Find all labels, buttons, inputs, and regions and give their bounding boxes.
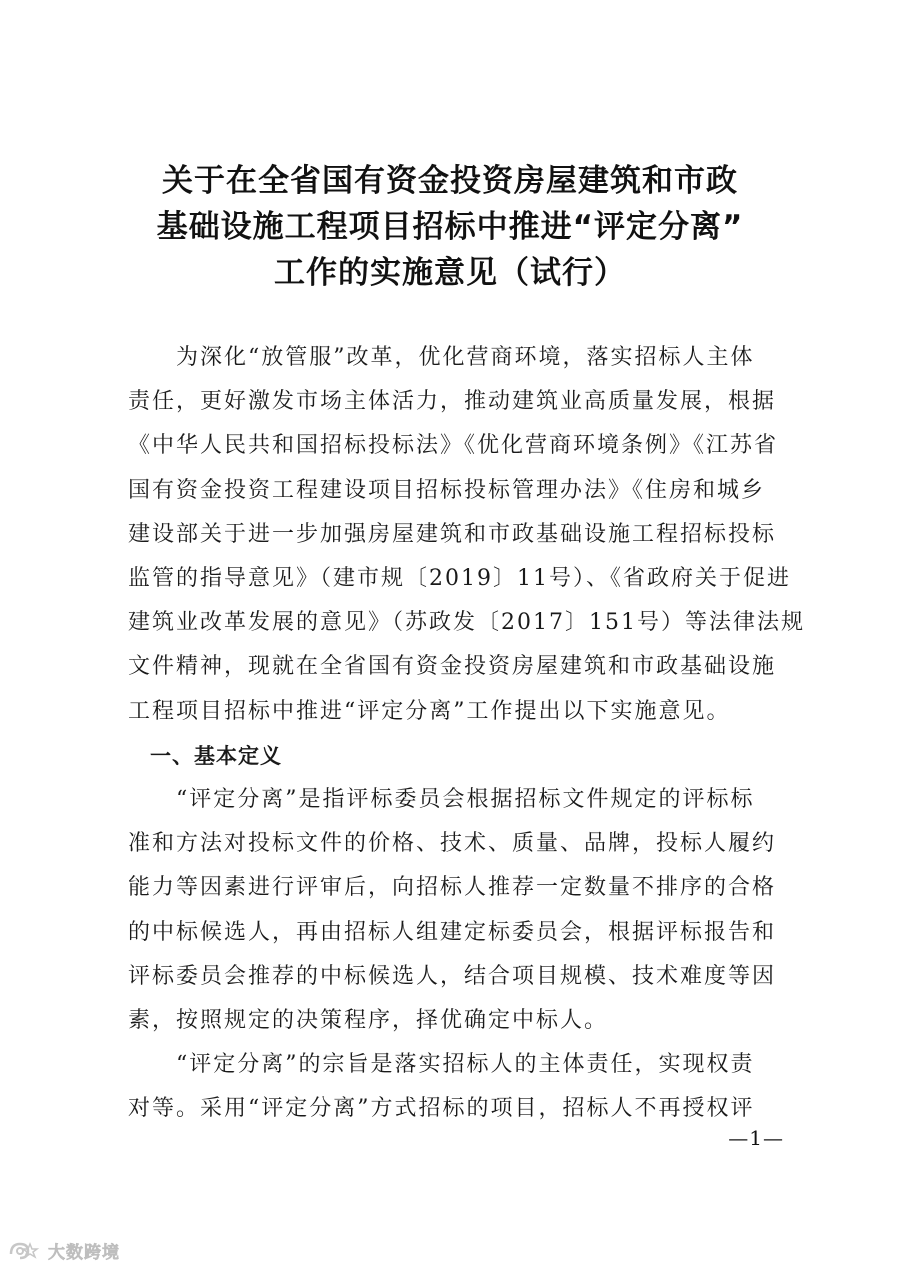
section-line: 的中标候选人，再由招标人组建定标委员会，根据评标报告和 [128,919,777,945]
body-line: 监管的指导意见》（建市规〔2019〕11号）、《省政府关于促进 [128,566,791,592]
body-line: 建设部关于进一步加强房屋建筑和市政基础设施工程招标投标 [128,521,777,547]
document-body [128,336,805,1132]
watermark-logo-icon [8,1240,42,1262]
body-line: 工程项目招标中推进“评定分离”工作提出以下实施意见。 [128,698,731,724]
section-line: “评定分离”的宗旨是落实招标人的主体责任，实现权责 [128,1052,755,1078]
title-line: 关于在全省国有资金投资房屋建筑和市政 [162,163,738,199]
title-line: 基础设施工程项目招标中推进“评定分离” [156,209,744,245]
page-number: —1— [728,1126,784,1150]
section-line: 能力等因素进行评审后，向招标人推荐一定数量不排序的合格 [128,875,777,901]
section-line: 素，按照规定的决策程序，择优确定中标人。 [128,1008,609,1034]
section-line: “评定分离”是指评标委员会根据招标文件规定的评标标 [128,787,755,813]
body-line: 《中华人民共和国招标投标法》《优化营商环境条例》《江苏省 [128,433,779,459]
section-heading: 一、基本定义 [128,743,282,768]
watermark-text: 大数跨境 [48,1243,120,1263]
body-line: 文件精神，现就在全省国有资金投资房屋建筑和市政基础设施 [128,654,777,680]
body-line: 责任，更好激发市场主体活力，推动建筑业高质量发展，根据 [128,389,777,415]
document-title [110,158,790,296]
body-line: 建筑业改革发展的意见》（苏政发〔2017〕151号）等法律法规 [128,610,805,636]
body-line: 为深化“放管服”改革，优化营商环境，落实招标人主体 [128,345,755,370]
watermark [8,1238,120,1263]
body-line: 国有资金投资工程建设项目招标投标管理办法》《住房和城乡 [128,477,766,503]
section-line: 评标委员会推荐的中标候选人，结合项目规模、技术难度等因 [128,963,777,989]
section-line: 准和方法对投标文件的价格、技术、质量、品牌，投标人履约 [128,831,777,857]
title-line: 工作的实施意见（试行） [274,255,626,291]
section-line: 对等。采用“评定分离”方式招标的项目，招标人不再授权评 [128,1096,755,1122]
